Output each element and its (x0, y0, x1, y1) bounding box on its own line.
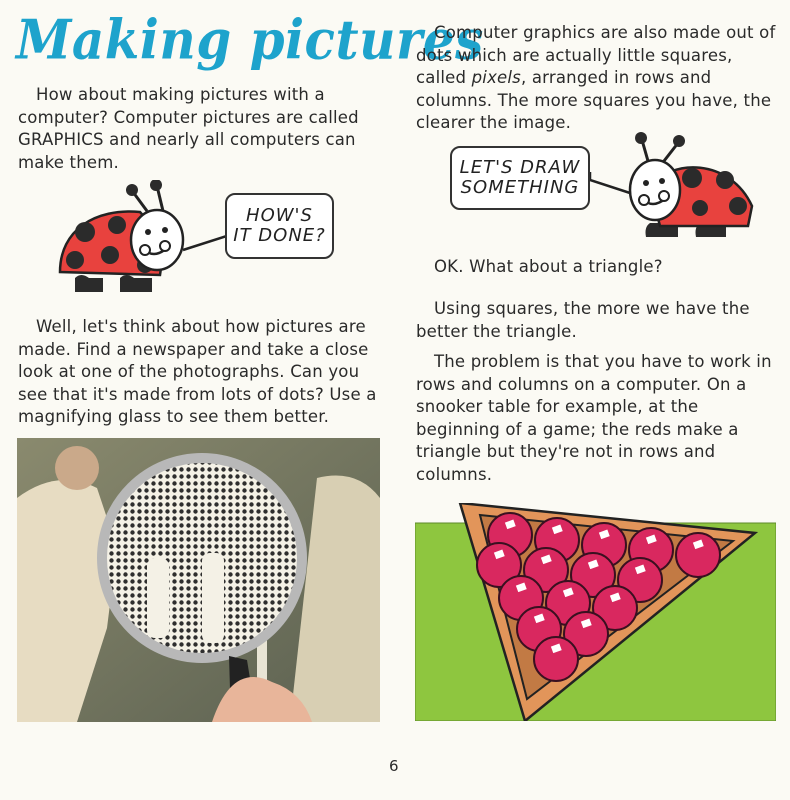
red-ball (534, 637, 578, 681)
ladybird-right-illustration (580, 128, 760, 248)
page-title: Making pictures (16, 7, 484, 72)
speech-bubble-hows-it-done: HOW'S IT DONE? (225, 193, 334, 259)
pixels-paragraph (416, 22, 778, 135)
squares-paragraph: Using squares, the more we have the better the triangle. (416, 299, 750, 341)
snooker-triangle-illustration (415, 503, 776, 721)
magnifying-glass-photo (17, 438, 380, 722)
triangle-question: OK. What about a triangle? (434, 257, 663, 276)
page-number: 6 (389, 757, 399, 775)
intro-paragraph: How about making pictures with a computer? Computer pictures are called GRAPHICS and nearly all computers can make them. (18, 85, 359, 172)
red-ball (676, 533, 720, 577)
snooker-paragraph: The problem is that you have to work in rows and columns on a computer. On a snooker table for example, at the beginning of a game; the reds make a triangle but they're not in rows and columns. (416, 352, 772, 484)
speech-bubble-lets-draw: LET'S DRAW SOMETHING (450, 146, 590, 210)
pixels-text-b: , arranged in rows and columns. The more squares you have, the clearer the image. (416, 68, 772, 132)
pixels-text-a: Computer graphics are also made out of dots which are actually little squares, called (416, 23, 776, 87)
pixels-term: pixels (471, 68, 521, 87)
magnify-paragraph: Well, let's think about how pictures are made. Find a newspaper and take a close look at one of the photographs. Can you see that it's made from lots of dots? Use a magnifying glass to see them better. (18, 317, 377, 426)
